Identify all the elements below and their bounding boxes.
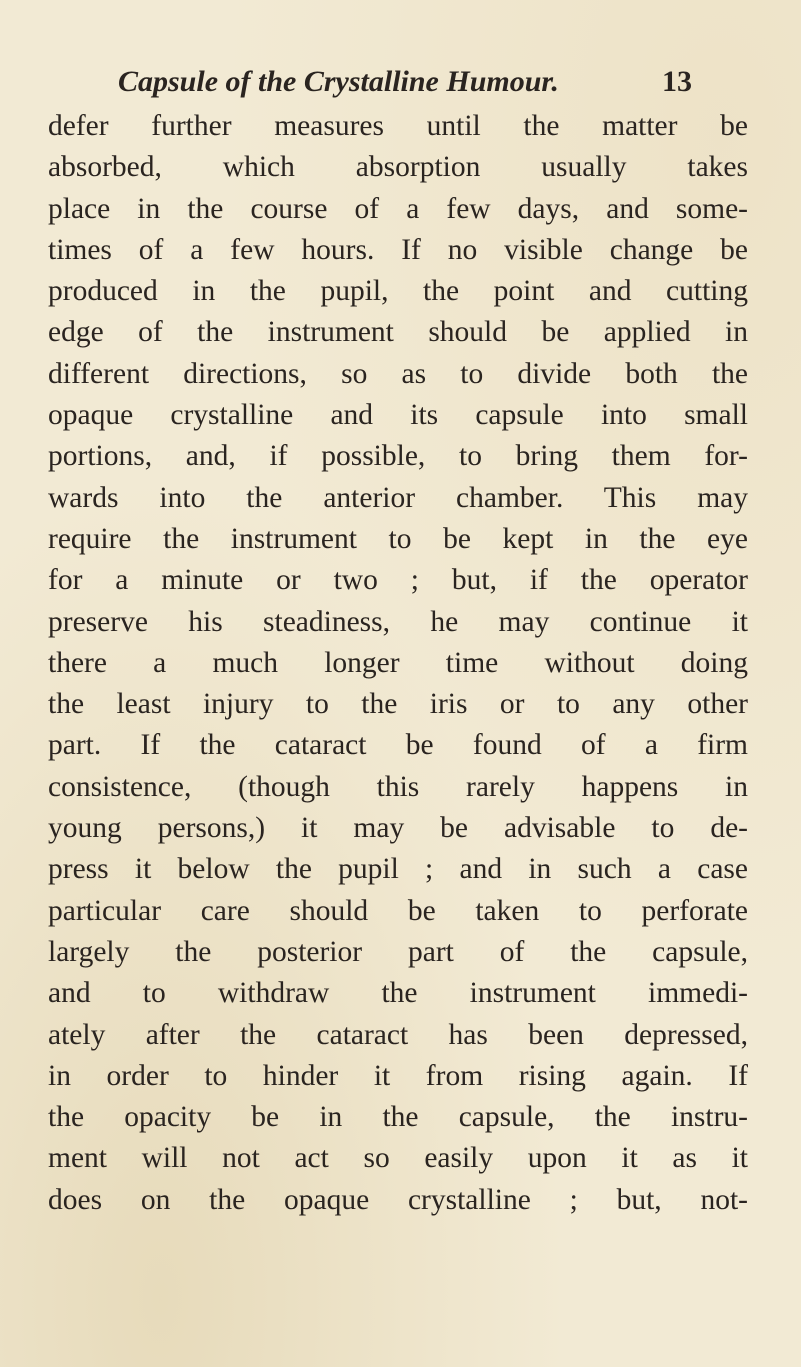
page-number: 13: [662, 65, 692, 98]
text-line: require the instrument to be kept in the eye: [48, 522, 748, 555]
text-line: place in the course of a few days, and some-: [48, 192, 748, 225]
text-line: largely the posterior part of the capsule,: [48, 935, 748, 968]
text-line: and to withdraw the instrument immedi-: [48, 977, 748, 1010]
text-line: different directions, so as to divide both the: [48, 357, 748, 390]
text-line: part. If the cataract be found of a firm: [48, 729, 748, 762]
text-line: ately after the cataract has been depressed,: [48, 1018, 748, 1051]
text-line: absorbed, which absorption usually takes: [48, 151, 748, 184]
running-title: Capsule of the Crystalline Humour.: [118, 65, 559, 98]
text-line: for a minute or two ; but, if the operator: [48, 564, 748, 597]
page-header: [112, 62, 692, 102]
text-line: preserve his steadiness, he may continue it: [48, 605, 748, 638]
text-line: in order to hinder it from rising again. If: [48, 1059, 748, 1092]
text-line: produced in the pupil, the point and cutting: [48, 275, 748, 308]
text-line: press it below the pupil ; and in such a case: [48, 853, 748, 886]
text-line: ment will not act so easily upon it as it: [48, 1142, 748, 1175]
text-line: the least injury to the iris or to any other: [48, 688, 748, 721]
text-line: edge of the instrument should be applied in: [48, 316, 748, 349]
text-line: there a much longer time without doing: [48, 646, 748, 679]
text-line: portions, and, if possible, to bring them for-: [48, 440, 748, 473]
text-line: opaque crystalline and its capsule into small: [48, 399, 748, 432]
text-line: young persons,) it may be advisable to de-: [48, 812, 748, 845]
text-line: the opacity be in the capsule, the instru-: [48, 1101, 748, 1134]
text-line: wards into the anterior chamber. This may: [48, 481, 748, 514]
body-text: [48, 106, 748, 1221]
text-line: defer further measures until the matter be: [48, 110, 748, 142]
text-line: times of a few hours. If no visible change be: [48, 233, 748, 266]
text-line: particular care should be taken to perforate: [48, 894, 748, 927]
text-line: consistence, (though this rarely happens in: [48, 770, 748, 803]
text-line: does on the opaque crystalline ; but, not-: [48, 1183, 748, 1216]
